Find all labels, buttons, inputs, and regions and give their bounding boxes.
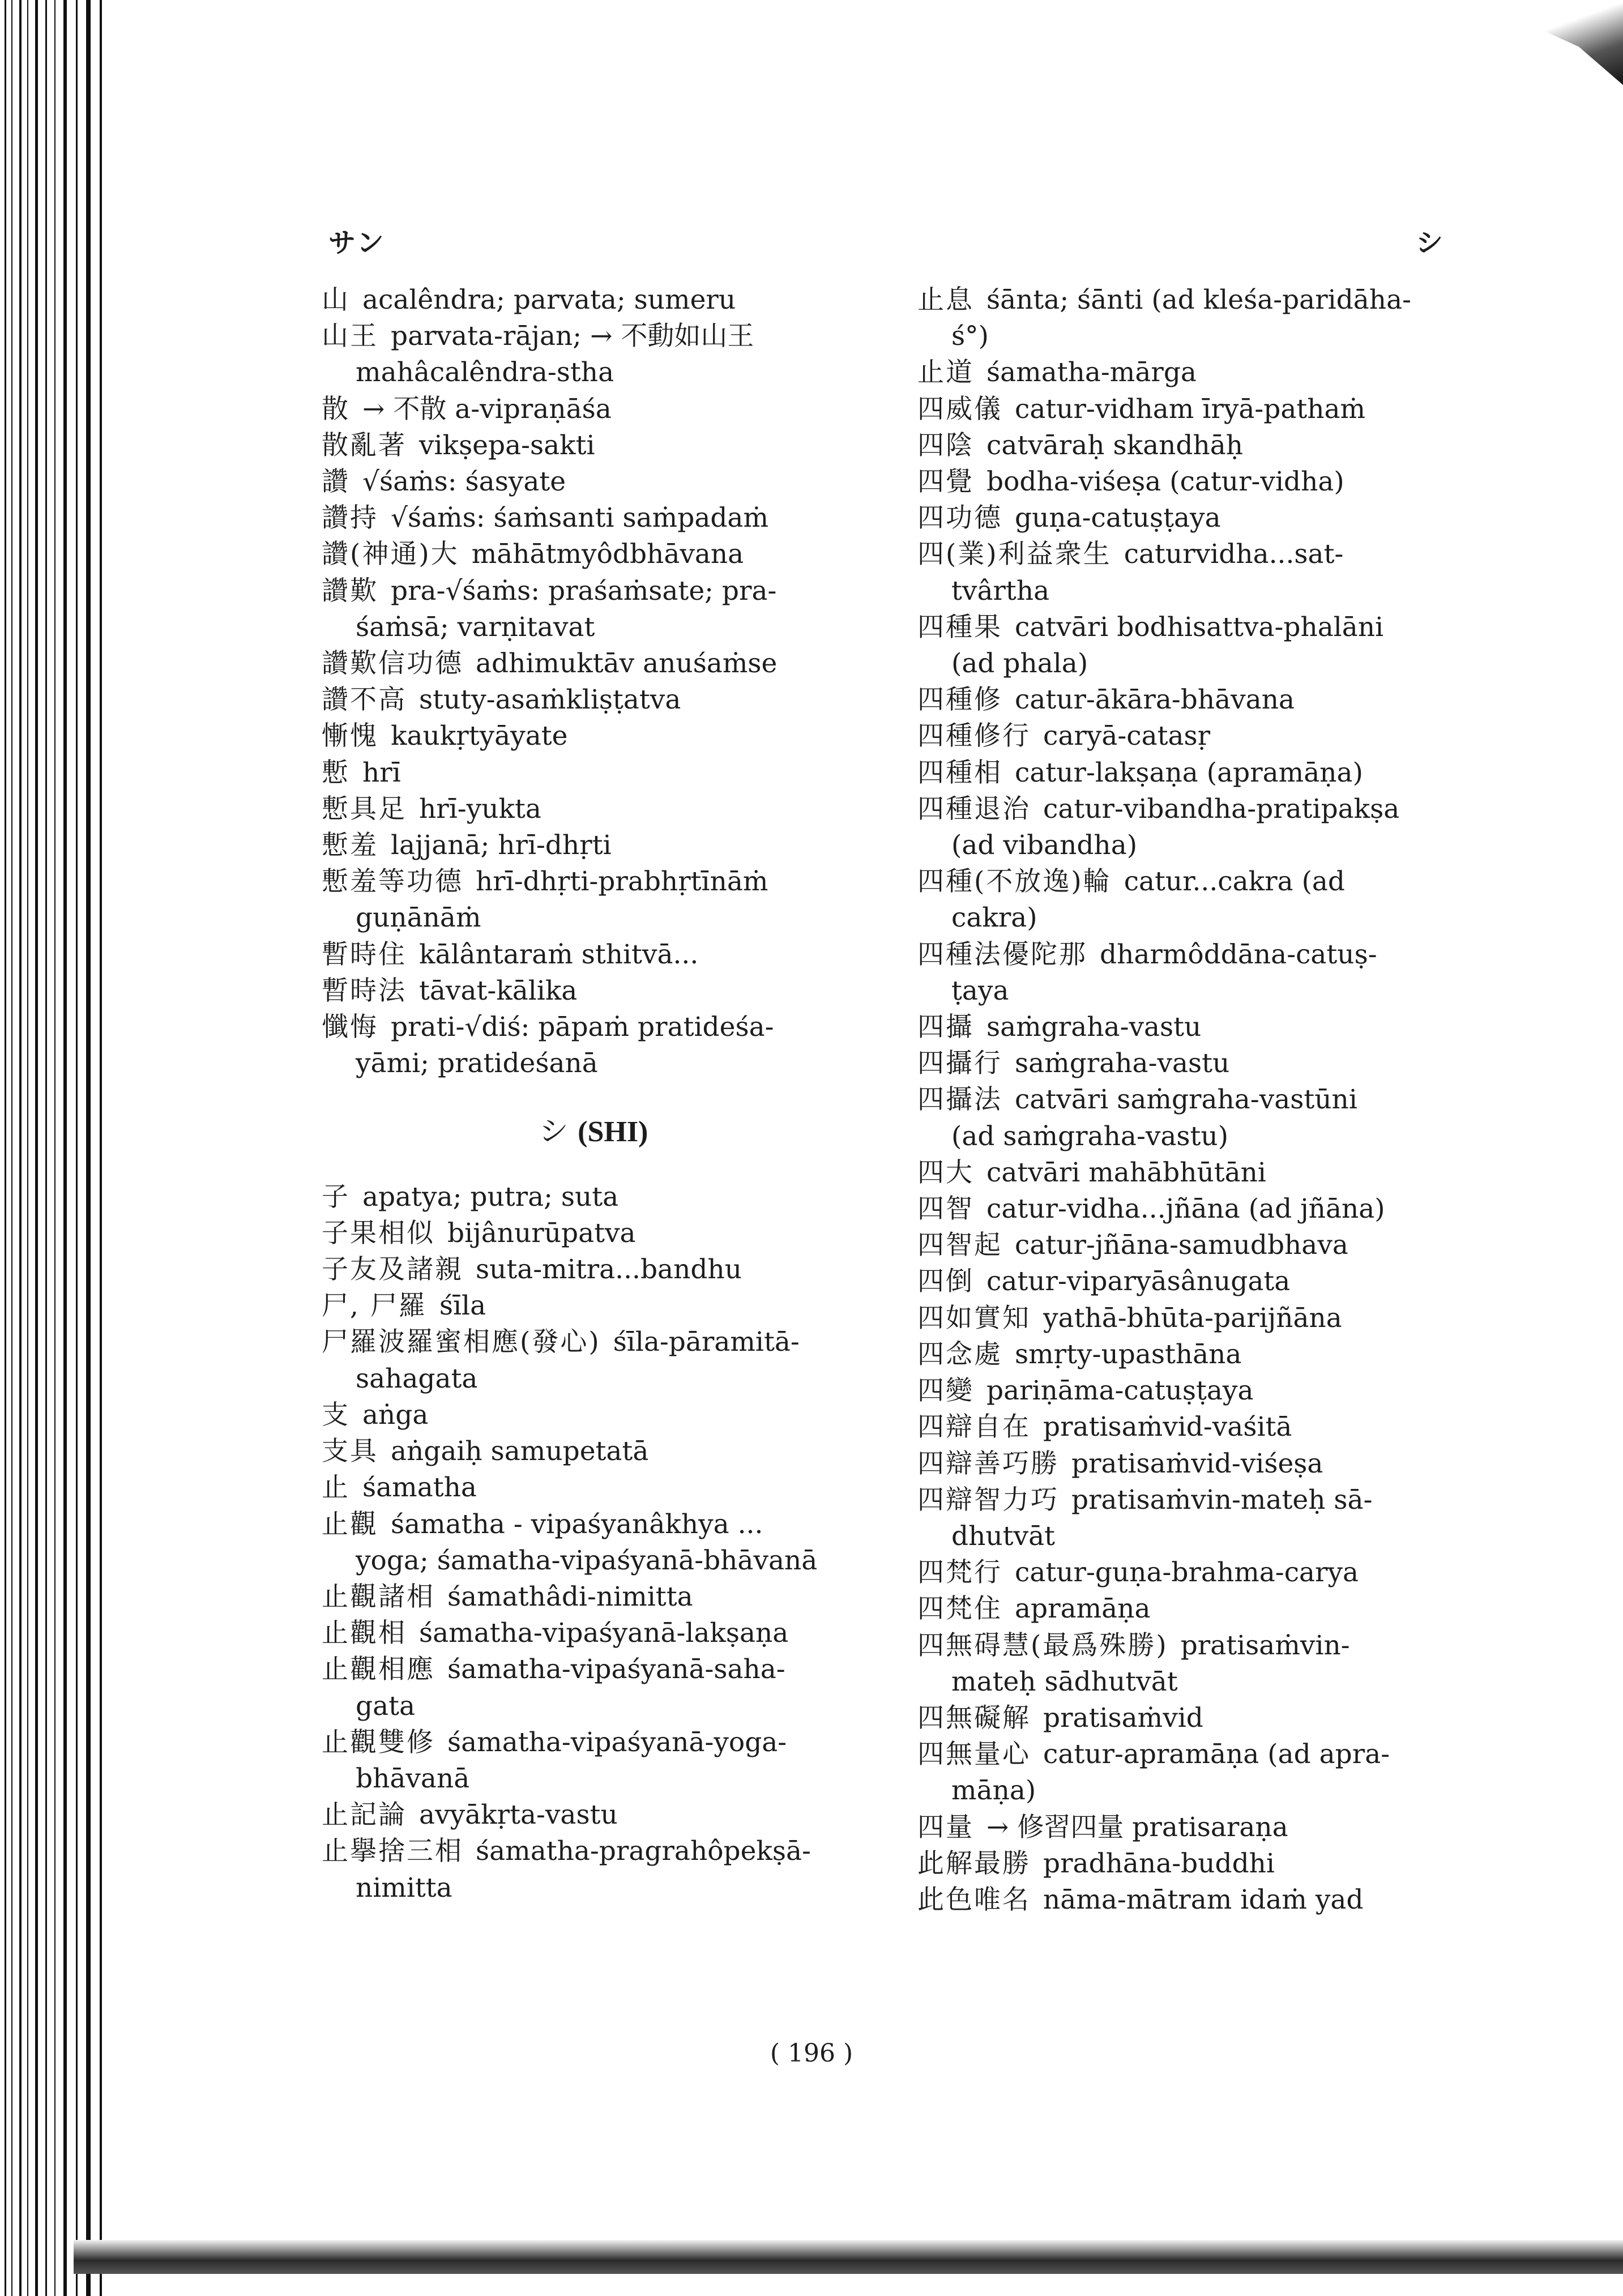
entry-headword: 散亂著: [322, 429, 407, 461]
entry-continuation: śaṁsā; varṇitavat: [356, 611, 595, 643]
entry-continuation: (ad phala): [951, 648, 1088, 680]
entry-continuation: yāmi; pratideśanā: [356, 1048, 598, 1079]
page-corner-shadow: [1476, 0, 1623, 85]
dictionary-entry: [917, 1409, 1461, 1445]
dictionary-entry: [917, 464, 1461, 500]
entry-sanskrit: dharmôddāna-catuṣ-: [1100, 938, 1377, 970]
dictionary-entry: [917, 1846, 1461, 1882]
entry-continuation: mahâcalêndra-stha: [356, 357, 614, 389]
entry-headword: 止觀雙修: [322, 1726, 435, 1758]
entry-continuation: mateḥ sādhutvāt: [951, 1666, 1178, 1697]
entry-headword: 山王: [322, 321, 378, 352]
entry-sanskrit: śamatha-vipaśyanā-saha-: [447, 1654, 785, 1685]
entry-sanskrit: catur-vibandha-pratipakṣa: [1043, 793, 1400, 825]
entry-sanskrit: √śaṁs: śaṁsanti saṁpadaṁ: [391, 502, 769, 534]
dictionary-entry: [322, 682, 865, 718]
entry-sanskrit: avyākṛta-vastu: [419, 1799, 618, 1831]
entry-headword: 止息: [917, 284, 974, 315]
entry-headword: 止觀諸相: [322, 1581, 435, 1612]
entry-sanskrit: aṅga: [362, 1399, 429, 1431]
entry-sanskrit: prati-√diś: pāpaṁ pratideśa-: [391, 1012, 774, 1043]
entry-sanskrit: catur-ākāra-bhāvana: [1015, 684, 1295, 716]
entry-headword: 四大: [917, 1156, 974, 1188]
dictionary-entry: [917, 1264, 1461, 1300]
dictionary-entry: [322, 1252, 865, 1288]
entry-continuation: gata: [356, 1690, 416, 1722]
section-heading-shi: [322, 1113, 865, 1150]
dictionary-entry: [917, 536, 1461, 609]
dictionary-entry: [917, 1337, 1461, 1373]
entry-continuation: dhutvāt: [951, 1520, 1055, 1552]
entry-sanskrit: śamatha-mārga: [986, 357, 1197, 389]
entry-headword: 四辯智力巧: [917, 1484, 1059, 1516]
entry-headword: 此解最勝: [917, 1847, 1031, 1879]
dictionary-entry: [917, 282, 1461, 355]
entry-sanskrit: adhimuktāv anuśaṁse: [476, 648, 778, 680]
dictionary-entry: [917, 1009, 1461, 1045]
entry-sanskrit: → 不散 a-vipraṇāśa: [362, 393, 612, 425]
page-bottom-shadow: [74, 2240, 1623, 2274]
entry-sanskrit: parvata-rājan; → 不動如山王: [391, 321, 754, 352]
entry-headword: 四陰: [917, 429, 974, 461]
entry-headword: 止道: [917, 357, 974, 389]
entry-continuation: nimitta: [356, 1872, 452, 1904]
entry-sanskrit: hrī-dhṛti-prabhṛtīnāṁ: [476, 866, 768, 898]
section-heading-kana: シ: [539, 1115, 569, 1149]
dictionary-entry: [917, 755, 1461, 791]
entry-sanskrit: caturvidha...sat-: [1124, 539, 1344, 570]
entry-headword: 四智起: [917, 1230, 1002, 1261]
dictionary-entry: [322, 1433, 865, 1470]
entry-headword: 四(業)利益衆生: [917, 539, 1112, 570]
entry-headword: 四種修行: [917, 720, 1031, 752]
entry-sanskrit: smṛty-upasthāna: [1015, 1338, 1242, 1370]
entry-continuation: tvârtha: [951, 575, 1050, 607]
entry-sanskrit: catvāri mahābhūtāni: [986, 1156, 1266, 1188]
entry-sanskrit: apramāṇa: [1015, 1593, 1151, 1625]
dictionary-entry: [322, 718, 865, 754]
dictionary-entry: [322, 282, 865, 318]
dictionary-entry: [322, 1397, 865, 1433]
entry-sanskrit: māhātmyôdbhāvana: [471, 539, 744, 570]
dictionary-entry: [917, 1191, 1461, 1227]
entry-sanskrit: catur-vidha...jñāna (ad jñāna): [986, 1193, 1385, 1225]
entry-sanskrit: tāvat-kālika: [419, 975, 578, 1006]
dictionary-entry: [322, 864, 865, 936]
entry-continuation: yoga; śamatha-vipaśyanā-bhāvanā: [356, 1544, 818, 1576]
entry-sanskrit: stuty-asaṁkliṣṭatva: [419, 684, 681, 716]
entry-sanskrit: saṁgraha-vastu: [1015, 1048, 1230, 1079]
entry-sanskrit: caryā-catasṛ: [1043, 720, 1211, 752]
dictionary-entry: [322, 937, 865, 973]
entry-headword: 讚持: [322, 502, 378, 534]
entry-sanskrit: acalêndra; parvata; sumeru: [362, 284, 736, 315]
entry-continuation: ṭaya: [951, 975, 1009, 1006]
dictionary-entry: [322, 1651, 865, 1724]
dictionary-entry: [322, 1215, 865, 1252]
entry-sanskrit: hrī: [362, 757, 401, 788]
entry-sanskrit: → 修習四量 pratisaraṇa: [986, 1811, 1288, 1843]
entry-sanskrit: catur-viparyāsânugata: [986, 1266, 1291, 1298]
dictionary-entry: [917, 1446, 1461, 1482]
dictionary-entry: [322, 1725, 865, 1797]
entry-headword: 懺悔: [322, 1012, 378, 1043]
entry-sanskrit: pratisaṁvid-viśeṣa: [1071, 1448, 1323, 1479]
entry-sanskrit: catur-vidham īryā-pathaṁ: [1015, 393, 1366, 425]
entry-headword: 止觀: [322, 1508, 378, 1540]
entry-headword: 四種相: [917, 757, 1002, 788]
dictionary-entry: [917, 718, 1461, 754]
entry-continuation: ś°): [951, 321, 989, 352]
entry-sanskrit: catur-jñāna-samudbhava: [1015, 1230, 1348, 1261]
dictionary-entry: [917, 1045, 1461, 1082]
entry-headword: 讚歎: [322, 575, 378, 607]
entry-sanskrit: catur-lakṣaṇa (apramāṇa): [1015, 757, 1363, 788]
dictionary-entry: [917, 428, 1461, 464]
entry-sanskrit: nāma-mātram idaṁ yad: [1043, 1884, 1364, 1915]
dictionary-entry: [917, 500, 1461, 536]
entry-sanskrit: catur-guṇa-brahma-carya: [1015, 1557, 1359, 1589]
entry-continuation: sahagata: [356, 1363, 478, 1394]
dictionary-entry: [917, 391, 1461, 428]
entry-continuation: cakra): [951, 902, 1037, 934]
entry-headword: 慙羞等功德: [322, 866, 463, 898]
entry-headword: 暫時法: [322, 975, 407, 1006]
dictionary-entry: [322, 1615, 865, 1651]
entry-headword: 支: [322, 1399, 350, 1431]
dictionary-entry: [322, 1797, 865, 1833]
dictionary-entry: [322, 1288, 865, 1324]
dictionary-entry: [917, 1300, 1461, 1337]
entry-headword: 四種(不放逸)輪: [917, 866, 1112, 898]
dictionary-entry: [322, 536, 865, 573]
dictionary-entry: [322, 646, 865, 682]
entry-headword: 四種退治: [917, 793, 1031, 825]
dictionary-entry: [917, 609, 1461, 682]
entry-sanskrit: kaukṛtyāyate: [391, 720, 568, 752]
dictionary-entry: [917, 1882, 1461, 1918]
entry-sanskrit: suta-mitra...bandhu: [476, 1254, 742, 1286]
entry-headword: 子: [322, 1181, 350, 1213]
entry-headword: 止擧捨三相: [322, 1836, 463, 1867]
entry-continuation: guṇānāṁ: [356, 902, 481, 934]
entry-headword: 四辯自在: [917, 1411, 1031, 1443]
entry-sanskrit: √śaṁs: śasyate: [362, 466, 566, 498]
dictionary-entry: [322, 1009, 865, 1082]
page-number: ( 196 ): [770, 2039, 853, 2068]
entry-headword: 四種修: [917, 684, 1002, 716]
entry-sanskrit: hrī-yukta: [419, 793, 541, 825]
entry-sanskrit: lajjanā; hrī-dhṛti: [391, 830, 612, 861]
entry-headword: 子友及諸親: [322, 1254, 463, 1286]
dictionary-entry: [322, 464, 865, 500]
dictionary-entry: [322, 827, 865, 864]
entry-headword: 慙具足: [322, 793, 407, 825]
entry-sanskrit: apatya; putra; suta: [362, 1181, 619, 1213]
entry-sanskrit: pratisaṁvin-: [1180, 1629, 1350, 1661]
entry-continuation: bhāvanā: [356, 1762, 470, 1794]
dictionary-entry: [917, 355, 1461, 391]
entry-headword: 此色唯名: [917, 1884, 1031, 1915]
entry-headword: 山: [322, 284, 350, 315]
entry-headword: 散: [322, 393, 350, 425]
entry-continuation: (ad vibandha): [951, 830, 1138, 861]
entry-sanskrit: catur...cakra (ad: [1124, 866, 1346, 898]
entry-headword: 四無碍慧(最爲殊勝): [917, 1629, 1168, 1661]
entry-sanskrit: śamatha - vipaśyanâkhya ...: [391, 1508, 763, 1540]
entry-sanskrit: catvāri bodhisattva-phalāni: [1015, 611, 1384, 643]
dictionary-entry: [322, 500, 865, 536]
dictionary-entry: [322, 573, 865, 646]
entry-sanskrit: śānta; śānti (ad kleśa-paridāha-: [986, 284, 1411, 315]
right-column: [917, 282, 1461, 1918]
entry-sanskrit: pariṇāma-catuṣṭaya: [986, 1375, 1254, 1407]
left-column: [322, 282, 865, 1906]
entry-headword: 尸羅波羅蜜相應(發心): [322, 1326, 601, 1358]
entry-sanskrit: śamathâdi-nimitta: [447, 1581, 693, 1612]
entry-headword: 止觀相應: [322, 1654, 435, 1685]
dictionary-entry: [322, 428, 865, 464]
entry-sanskrit: śīla: [439, 1290, 486, 1322]
entry-headword: 四辯善巧勝: [917, 1448, 1059, 1479]
dictionary-entry: [917, 937, 1461, 1009]
entry-headword: 讚不高: [322, 684, 407, 716]
dictionary-entry: [322, 755, 865, 791]
entry-headword: 四如實知: [917, 1302, 1031, 1334]
dictionary-entry: [322, 1179, 865, 1215]
entry-headword: 慙羞: [322, 830, 378, 861]
entry-sanskrit: pratisaṁvid: [1043, 1702, 1203, 1734]
entry-headword: 子果相似: [322, 1217, 435, 1249]
entry-headword: 四變: [917, 1375, 974, 1407]
dictionary-entry: [322, 1833, 865, 1906]
dictionary-entry: [917, 1810, 1461, 1846]
dictionary-entry: [322, 1579, 865, 1615]
entry-headword: 尸, 尸羅: [322, 1290, 427, 1322]
entry-headword: 止觀相: [322, 1618, 407, 1649]
dictionary-entry: [322, 318, 865, 391]
dictionary-entry: [322, 1324, 865, 1397]
dictionary-entry: [322, 1470, 865, 1506]
entry-sanskrit: śamatha-pragrahôpekṣā-: [476, 1836, 811, 1867]
entry-sanskrit: bijânurūpatva: [447, 1217, 636, 1249]
entry-sanskrit: saṁgraha-vastu: [986, 1012, 1202, 1043]
dictionary-entry: [917, 1482, 1461, 1555]
entry-headword: 支具: [322, 1436, 378, 1467]
entry-headword: 四覺: [917, 466, 974, 498]
entry-headword: 四威儀: [917, 393, 1002, 425]
entry-sanskrit: guṇa-catuṣṭaya: [1015, 502, 1221, 534]
dictionary-entry: [917, 1736, 1461, 1809]
entry-headword: 四梵行: [917, 1557, 1002, 1589]
entry-sanskrit: śamatha-vipaśyanā-lakṣaṇa: [419, 1618, 789, 1649]
entry-headword: 讚(神通)大: [322, 539, 459, 570]
entry-headword: 四智: [917, 1193, 974, 1225]
entry-headword: 慙: [322, 757, 350, 788]
dictionary-entry: [322, 1507, 865, 1579]
entry-headword: 四功德: [917, 502, 1002, 534]
entry-headword: 四攝法: [917, 1084, 1002, 1116]
section-heading-roman: (SHI): [578, 1116, 648, 1149]
entry-headword: 四攝行: [917, 1048, 1002, 1079]
entry-headword: 四種法優陀那: [917, 938, 1087, 970]
entry-sanskrit: śamatha: [362, 1472, 477, 1504]
dictionary-entry: [917, 864, 1461, 936]
entry-sanskrit: catur-apramāṇa (ad apra-: [1043, 1739, 1390, 1770]
entry-continuation: (ad saṁgraha-vastu): [951, 1120, 1229, 1152]
entry-sanskrit: catvāri saṁgraha-vastūni: [1015, 1084, 1357, 1116]
running-head-right: シ: [1416, 227, 1446, 259]
entry-headword: 四念處: [917, 1338, 1002, 1370]
dictionary-entry: [917, 1591, 1461, 1627]
entry-sanskrit: bodha-viśeṣa (catur-vidha): [986, 466, 1344, 498]
running-head-left: サン: [328, 227, 386, 259]
entry-headword: 止記論: [322, 1799, 407, 1831]
entry-sanskrit: kālântaraṁ sthitvā...: [419, 938, 699, 970]
entry-sanskrit: catvāraḥ skandhāḥ: [986, 429, 1244, 461]
entry-continuation: māṇa): [951, 1775, 1036, 1807]
entry-headword: 四種果: [917, 611, 1002, 643]
entry-sanskrit: pradhāna-buddhi: [1043, 1847, 1275, 1879]
entry-headword: 四梵住: [917, 1593, 1002, 1625]
book-binding-edge: [0, 0, 116, 2296]
entry-headword: 止: [322, 1472, 350, 1504]
entry-list-shi-continued: [917, 282, 1461, 1918]
dictionary-entry: [322, 391, 865, 428]
entry-sanskrit: śamatha-vipaśyanā-yoga-: [447, 1726, 787, 1758]
entry-headword: 讚: [322, 466, 350, 498]
entry-sanskrit: vikṣepa-sakti: [419, 429, 595, 461]
entry-headword: 四無礙解: [917, 1702, 1031, 1734]
dictionary-entry: [917, 1082, 1461, 1154]
dictionary-entry: [917, 791, 1461, 864]
entry-headword: 四量: [917, 1811, 974, 1843]
entry-headword: 暫時住: [322, 938, 407, 970]
entry-headword: 四無量心: [917, 1739, 1031, 1770]
dictionary-entry: [917, 1700, 1461, 1736]
entry-sanskrit: aṅgaiḥ samupetatā: [391, 1436, 649, 1467]
entry-headword: 讚歎信功德: [322, 648, 463, 680]
entry-headword: 四攝: [917, 1012, 974, 1043]
dictionary-entry: [917, 1155, 1461, 1191]
dictionary-entry: [917, 1555, 1461, 1591]
dictionary-entry: [917, 1227, 1461, 1264]
dictionary-entry: [322, 791, 865, 827]
entry-sanskrit: yathā-bhūta-parijñāna: [1043, 1302, 1342, 1334]
entry-sanskrit: pratisaṁvid-vaśitā: [1043, 1411, 1292, 1443]
entry-headword: 慚愧: [322, 720, 378, 752]
dictionary-entry: [917, 1373, 1461, 1409]
entry-sanskrit: pratisaṁvin-mateḥ sā-: [1071, 1484, 1373, 1516]
entry-list-shi: [322, 1179, 865, 1906]
entry-sanskrit: śīla-pāramitā-: [613, 1326, 800, 1358]
dictionary-entry: [322, 973, 865, 1009]
entry-sanskrit: pra-√śaṁs: praśaṁsate; pra-: [391, 575, 777, 607]
entry-headword: 四倒: [917, 1266, 974, 1298]
entry-list-san: [322, 282, 865, 1082]
dictionary-entry: [917, 1628, 1461, 1700]
dictionary-entry: [917, 682, 1461, 718]
